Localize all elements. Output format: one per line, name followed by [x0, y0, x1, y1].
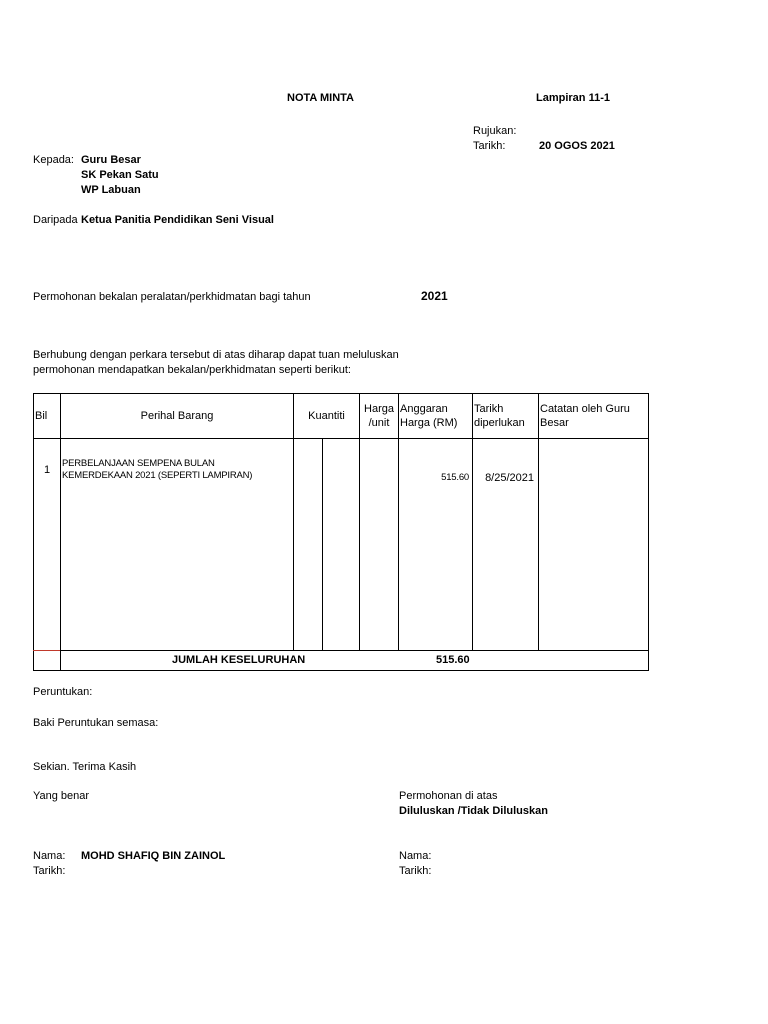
closing-text: Sekian. Terima Kasih	[33, 761, 137, 773]
header-estimate-1: Anggaran	[400, 403, 448, 415]
intro-line-1: Berhubung dengan perkara tersebut di atas diharap dapat tuan meluluskan	[33, 349, 399, 361]
allocation-label: Peruntukan:	[33, 686, 93, 698]
col-divider-qty-sub	[322, 438, 323, 650]
request-year: 2021	[421, 289, 448, 303]
row-1-estimate: 515.60	[441, 472, 469, 483]
approver-date-label: Tarikh:	[399, 865, 432, 877]
approval-text: Permohonan di atas	[399, 790, 498, 802]
col-divider-item	[293, 394, 294, 650]
name-label: Nama:	[33, 850, 66, 862]
date-label: Tarikh:	[473, 140, 506, 152]
header-estimate-2: Harga (RM)	[400, 417, 458, 429]
header-unit-price-1: Harga	[364, 403, 394, 415]
total-value: 515.60	[436, 654, 470, 666]
header-notes-1: Catatan oleh Guru	[540, 403, 630, 415]
row-1-bil: 1	[43, 464, 51, 476]
row-1-item-line-1: PERBELANJAAN SEMPENA BULAN	[62, 458, 215, 469]
to-line-2: SK Pekan Satu	[81, 169, 159, 181]
header-divider	[34, 438, 648, 439]
col-divider-estimate	[472, 394, 473, 650]
total-label: JUMLAH KESELURUHAN	[172, 654, 306, 666]
row-1-item-line-2: KEMERDEKAAN 2021 (SEPERTI LAMPIRAN)	[62, 470, 253, 481]
header-item: Perihal Barang	[140, 410, 214, 422]
red-marker-line	[33, 650, 60, 651]
approver-name-label: Nama:	[399, 850, 432, 862]
header-bil: Bil	[35, 410, 48, 422]
reference-label: Rujukan:	[473, 125, 517, 137]
col-divider-date	[538, 394, 539, 650]
col-divider-bil	[60, 394, 61, 670]
to-line-3: WP Labuan	[81, 184, 141, 196]
row-1-date-needed: 8/25/2021	[485, 472, 534, 484]
date-value: 20 OGOS 2021	[539, 140, 615, 152]
header-qty: Kuantiti	[308, 410, 345, 422]
header-unit-price-2: /unit	[368, 417, 390, 429]
signer-date-label: Tarikh:	[33, 865, 66, 877]
col-divider-qty	[359, 394, 360, 650]
header-date-2: diperlukan	[474, 417, 525, 429]
request-text: Permohonan bekalan peralatan/perkhidmatan bagi tahun	[33, 291, 311, 303]
name-value: MOHD SHAFIQ BIN ZAINOL	[81, 850, 226, 862]
document-title: NOTA MINTA	[287, 92, 355, 104]
sincerely-text: Yang benar	[33, 790, 90, 802]
col-divider-unit	[398, 394, 399, 650]
header-date-1: Tarikh	[474, 403, 504, 415]
approval-options: Diluluskan /Tidak Diluluskan	[399, 805, 548, 817]
total-divider	[34, 650, 648, 651]
intro-line-2: permohonan mendapatkan bekalan/perkhidmatan seperti berikut:	[33, 364, 351, 376]
to-label: Kepada:	[33, 154, 74, 166]
header-notes-2: Besar	[540, 417, 569, 429]
balance-label: Baki Peruntukan semasa:	[33, 717, 159, 729]
from-label: Daripada	[33, 214, 78, 226]
request-table	[33, 393, 649, 671]
from-value: Ketua Panitia Pendidikan Seni Visual	[81, 214, 274, 226]
to-line-1: Guru Besar	[81, 154, 141, 166]
attachment-label: Lampiran 11-1	[536, 92, 610, 104]
